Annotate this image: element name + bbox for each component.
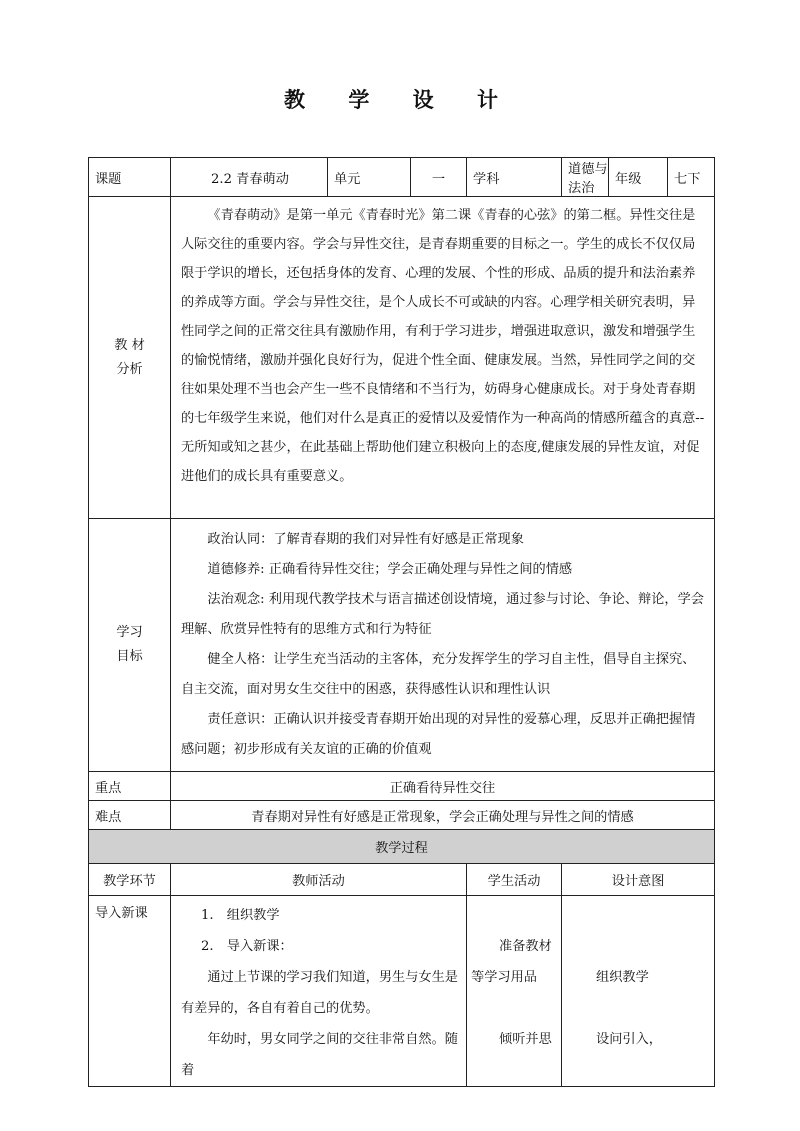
key-point-value: 正确看待异性交往 [171,772,715,801]
objectives-label [89,519,171,772]
student-activity-line: 等学习用品 [471,970,537,985]
process-row [89,896,715,1087]
design-intent-line: 组织教学 [596,970,649,985]
analysis-label-line1: 教 材 [114,337,145,353]
objective-item: 法治观念: 利用现代教学技术与语言描述创设情境，通过参与讨论、争论、辩论，学会理解、欣赏异性特有的思维方式和行为特征 [181,592,704,637]
teacher-paragraph: 通过上节课的学习我们知道，男生与女生是有差异的，各自有着自己的优势。 [181,970,458,1016]
grade-label: 年级 [609,158,668,197]
subject-label: 学科 [467,158,562,197]
teacher-item: 2. 导入新课： [201,939,293,954]
column-header-intent: 设计意图 [562,864,715,896]
objective-item: 责任意识：正确认识并接受青春期开始出现的对异性的爱慕心理，反思并正确把握情感问题；初步形成有关友谊的正确的价值观 [181,712,696,757]
teacher-item: 1. 组织教学 [201,908,280,923]
objective-item: 政治认同：了解青春期的我们对异性有好感是正常现象 [207,532,524,547]
grade-value: 七下 [668,158,715,197]
column-header-teacher: 教师活动 [171,864,467,896]
process-columns-row [89,864,715,896]
teacher-paragraph: 年幼时，男女同学之间的交往非常自然。随着 [181,1032,458,1078]
key-point-row [89,772,715,801]
lesson-plan-table [88,157,715,1087]
objectives-label-line1: 学习 [116,625,143,640]
difficulty-value: 青春期对异性有好感是正常现象，学会正确处理与异性之间的情感 [171,801,715,830]
objectives-row [89,519,715,772]
teacher-activity-cell [171,896,467,1087]
page-title: 教 学 设 计 [284,87,516,112]
analysis-row [89,197,715,519]
stage-cell: 导入新课 [89,896,171,1087]
subject-value: 道德与法治 [562,158,609,197]
key-point-label: 重点 [89,772,171,801]
objective-item: 健全人格：让学生充当活动的主客体，充分发挥学生的学习自主性，倡导自主探究、自主交流，面对男女生交往中的困惑，获得感性认识和理性认识 [181,652,696,697]
difficulty-label: 难点 [89,801,171,830]
column-header-stage: 教学环节 [89,864,171,896]
student-activity-line: 倾听并思 [499,1032,552,1047]
analysis-text: 《青春萌动》是第一单元《青春时光》第二课《青春的心弦》的第二框。异性交往是人际交往的重要内容。学会与异性交往，是青春期重要的目标之一。学生的成长不仅仅局限于学识的增长，还包括身体的发育、心理的发展、个性的形成、品质的提升和法治素养的养成等方面。学会与异性交往，是个人成长不可或缺的内容。心理学相关研究表明，异性同学之间的正常交往具有激励作用，有利于学习进步，增强进取意识，激发和增强学生的愉悦情绪，激励并强化良好行为，促进个性全面、健康发展。当然，异性同学之间的交往如果处理不当也会产生一些不良情绪和不当行为，妨碍身心健康成长。对于身处青春期的七年级学生来说，他们对什么是真正的爱情以及爱情作为一种高尚的情感所蕴含的真意--无所知或知之甚少，在此基础上帮助他们建立积极向上的态度,健康发展的异性友谊，对促进他们的成长具有重要意义。 [181,208,705,484]
unit-label: 单元 [328,158,411,197]
analysis-label [89,197,171,519]
process-header: 教学过程 [89,830,715,864]
student-activity-cell [467,896,562,1087]
objectives-label-line2: 目标 [116,649,143,664]
column-header-student: 学生活动 [467,864,562,896]
design-intent-cell [562,896,715,1087]
analysis-label-line2: 分析 [116,361,143,377]
topic-label: 课题 [89,158,171,197]
objective-item: 道德修养: 正确看待异性交往；学会正确处理与异性之间的情感 [207,562,573,577]
difficulty-row [89,801,715,830]
unit-value: 一 [411,158,467,197]
process-header-row [89,830,715,864]
design-intent-line: 设问引入， [596,1032,662,1047]
topic-value: 2.2 青春萌动 [171,158,328,197]
student-activity-line: 准备教材 [499,939,552,954]
info-row [89,158,715,197]
